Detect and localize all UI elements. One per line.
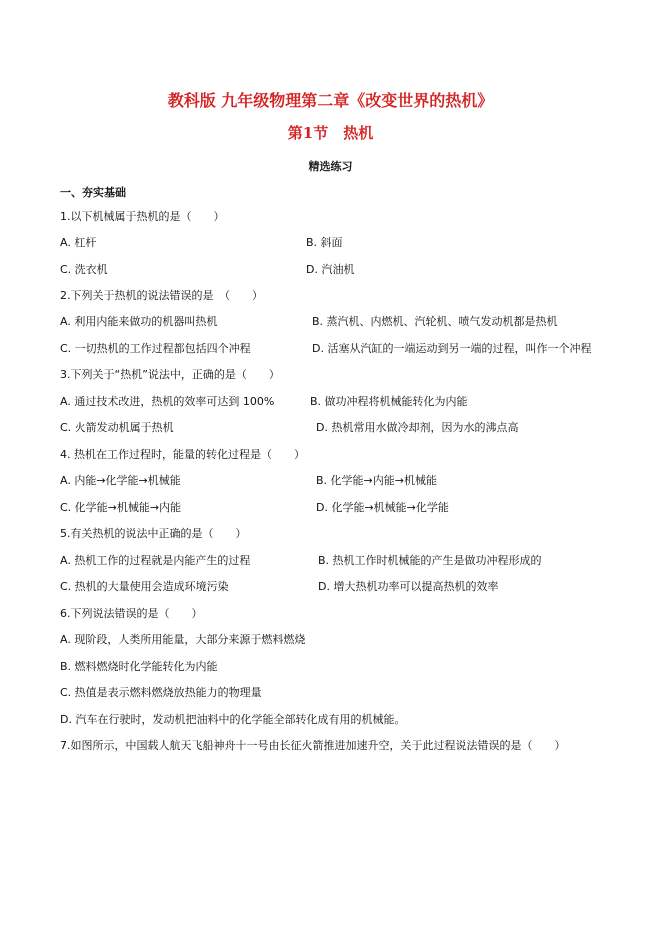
q3-stem: 3.下列关于“热机”说法中，正确的是（ ） [60, 368, 280, 381]
q6-option-c: C. 热值是表示燃料燃烧放热能力的物理量 [60, 686, 262, 699]
q6-option-b: B. 燃料燃烧时化学能转化为内能 [60, 660, 218, 673]
section-title: 第1节 热机 [287, 124, 374, 142]
q6-option-a: A. 现阶段，人类所用能量，大部分来源于燃料燃烧 [60, 633, 306, 646]
q4-stem: 4. 热机在工作过程时，能量的转化过程是（ ） [60, 448, 305, 461]
q2-option-a: A. 利用内能来做功的机器叫热机 [60, 315, 218, 328]
q1-option-c: C. 洗衣机 [60, 263, 108, 276]
q1-stem: 1.以下机械属于热机的是（ ） [60, 210, 225, 223]
q4-option-a: A. 内能→化学能→机械能 [60, 474, 181, 487]
q5-option-a: A. 热机工作的过程就是内能产生的过程 [60, 554, 251, 567]
q1-option-b: B. 斜面 [306, 236, 343, 249]
q6-stem: 6.下列说法错误的是（ ） [60, 607, 203, 620]
document-subtitle: 精选练习 [308, 160, 353, 173]
q3-option-a: A. 通过技术改进，热机的效率可达到 100% [60, 395, 275, 408]
q3-option-d: D. 热机常用水做冷却剂，因为水的沸点高 [316, 421, 519, 434]
q5-option-b: B. 热机工作时机械能的产生是做功冲程形成的 [318, 554, 542, 567]
q2-stem: 2.下列关于热机的说法错误的是 （ ） [60, 289, 263, 302]
q1-option-d: D. 汽油机 [306, 263, 355, 276]
q4-option-b: B. 化学能→内能→机械能 [316, 474, 437, 487]
document-title: 教科版 九年级物理第二章《改变世界的热机》 [167, 91, 494, 110]
q3-option-c: C. 火箭发动机属于热机 [60, 421, 174, 434]
q2-option-b: B. 蒸汽机、内燃机、汽轮机、喷气发动机都是热机 [312, 315, 558, 328]
q6-option-d: D. 汽车在行驶时，发动机把油料中的化学能全部转化成有用的机械能。 [60, 713, 406, 726]
q5-option-c: C. 热机的大量使用会造成环境污染 [60, 580, 229, 593]
q5-stem: 5.有关热机的说法中正确的是（ ） [60, 527, 247, 540]
q4-option-d: D. 化学能→机械能→化学能 [316, 501, 449, 514]
q5-option-d: D. 增大热机功率可以提高热机的效率 [318, 580, 499, 593]
q3-option-b: B. 做功冲程将机械能转化为内能 [310, 395, 468, 408]
q1-option-a: A. 杠杆 [60, 236, 97, 249]
part-heading: 一、夯实基础 [60, 186, 126, 199]
q2-option-d: D. 活塞从汽缸的一端运动到另一端的过程，叫作一个冲程 [312, 342, 592, 355]
q7-stem: 7.如图所示，中国载人航天飞船神舟十一号由长征火箭推进加速升空，关于此过程说法错误的是（ ） [60, 739, 566, 752]
q4-option-c: C. 化学能→机械能→内能 [60, 501, 182, 514]
q2-option-c: C. 一切热机的工作过程都包括四个冲程 [60, 342, 251, 355]
